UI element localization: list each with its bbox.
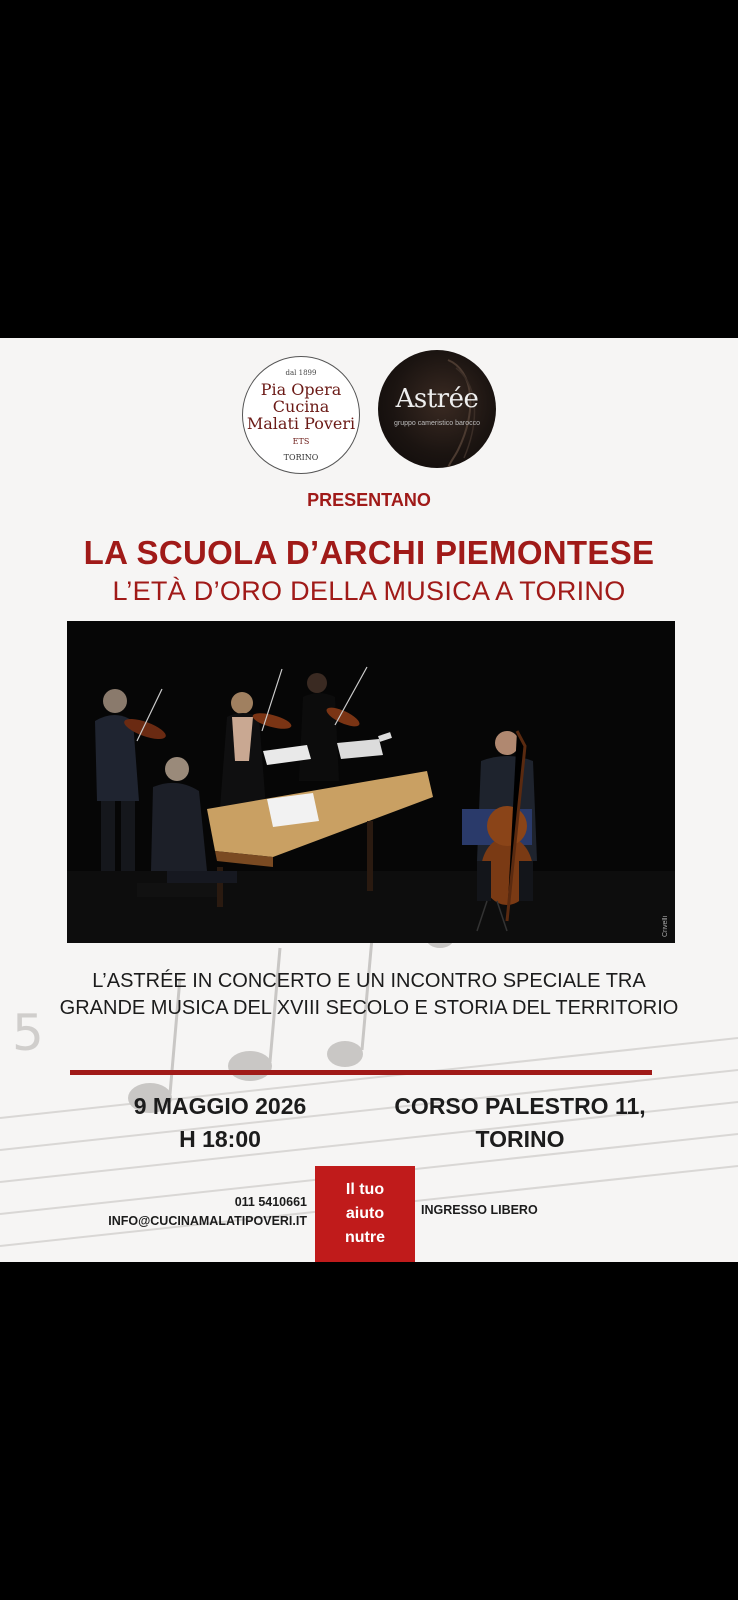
event-subtitle: L’ETÀ D’ORO DELLA MUSICA A TORINO bbox=[112, 576, 626, 606]
help-line: Il tuo bbox=[345, 1181, 385, 1198]
astree-logo bbox=[378, 350, 496, 468]
event-city: TORINO bbox=[475, 1126, 565, 1152]
event-date: 9 MAGGIO 2026 bbox=[133, 1093, 307, 1119]
concert-photo bbox=[67, 621, 675, 943]
divider bbox=[70, 1070, 652, 1075]
help-text bbox=[315, 1178, 415, 1250]
logo-name bbox=[243, 381, 359, 432]
logo-name-line: Pia Opera bbox=[260, 380, 342, 399]
logo-since-text: dal 1899 bbox=[285, 369, 317, 377]
contact-email[interactable]: INFO@CUCINAMALATIPOVERI.IT bbox=[108, 1214, 307, 1228]
help-line: aiuto bbox=[345, 1205, 385, 1222]
logo-name-line: Cucina bbox=[272, 397, 330, 416]
astree-name: Astrée bbox=[395, 384, 479, 414]
presents-label: PRESENTANO bbox=[307, 490, 431, 510]
help-line: nutre bbox=[345, 1229, 385, 1246]
contact-phone[interactable]: 011 5410661 bbox=[234, 1195, 307, 1209]
ensemble-illustration bbox=[67, 621, 675, 943]
contact-info bbox=[60, 1193, 307, 1231]
event-address: CORSO PALESTRO 11, bbox=[394, 1093, 646, 1119]
svg-text:5: 5 bbox=[12, 1004, 44, 1062]
help-badge bbox=[315, 1166, 415, 1262]
pia-opera-logo bbox=[242, 356, 360, 474]
event-title: LA SCUOLA D’ARCHI PIEMONTESE bbox=[83, 534, 655, 571]
event-datetime bbox=[90, 1090, 350, 1156]
event-poster bbox=[0, 338, 738, 1262]
free-entry-label: INGRESSO LIBERO bbox=[421, 1203, 538, 1217]
event-location bbox=[375, 1090, 665, 1156]
event-description: L’ASTRÉE IN CONCERTO E UN INCONTRO SPECIALE TRA GRANDE MUSICA DEL XVIII SECOLO E STORIA DEL TERRITORIO bbox=[59, 970, 679, 1019]
photo-credit: Crivelli bbox=[662, 916, 669, 937]
logo-name-line: Malati Poveri bbox=[246, 414, 356, 433]
astree-subtitle: gruppo cameristico barocco bbox=[394, 420, 480, 427]
logo-ets: ETS bbox=[292, 437, 310, 446]
event-time: H 18:00 bbox=[179, 1126, 261, 1152]
logo-city: TORINO bbox=[283, 453, 319, 462]
